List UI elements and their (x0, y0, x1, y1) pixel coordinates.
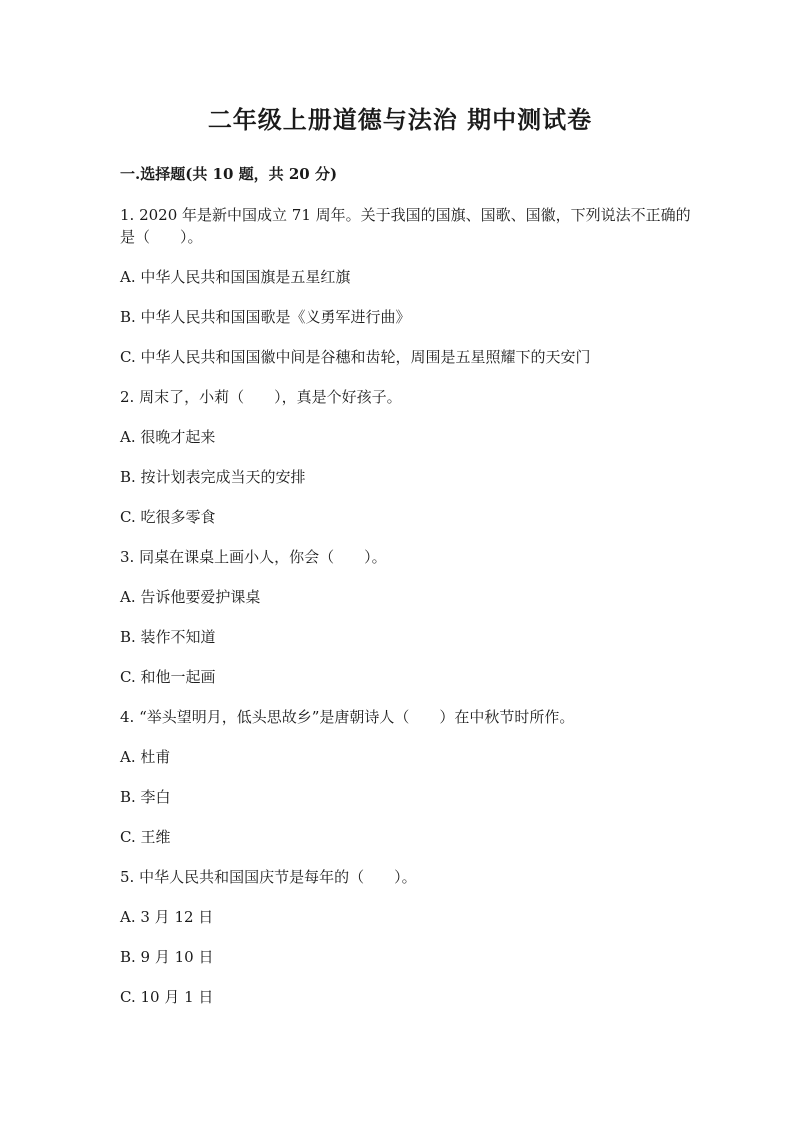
question-stem: 3. 同桌在课桌上画小人，你会（ ）。 (120, 548, 387, 566)
option-b: B. 9 月 10 日 (120, 948, 214, 966)
question-stem: 4. “举头望明月，低头思故乡”是唐朝诗人（ ）在中秋节时所作。 (120, 708, 575, 726)
option-c: C. 10 月 1 日 (120, 988, 214, 1006)
option-c: C. 吃很多零食 (120, 508, 216, 526)
option-b: B. 李白 (120, 788, 171, 806)
option-b: B. 中华人民共和国国歌是《义勇军进行曲》 (120, 308, 411, 326)
question-4 (120, 706, 700, 848)
option-a: A. 告诉他要爱护课桌 (120, 588, 261, 606)
question-3 (120, 546, 700, 688)
section-heading: 一.选择题(共 10 题，共 20 分) (120, 165, 338, 183)
option-b: B. 按计划表完成当天的安排 (120, 468, 306, 486)
option-a: A. 3 月 12 日 (120, 908, 214, 926)
option-b: B. 装作不知道 (120, 628, 216, 646)
question-5 (120, 866, 700, 1008)
option-a: A. 中华人民共和国国旗是五星红旗 (120, 268, 351, 286)
page-title: 二年级上册道德与法治 期中测试卷 (207, 105, 593, 134)
option-c: C. 和他一起画 (120, 668, 216, 686)
question-stem: 1. 2020 年是新中国成立 71 周年。关于我国的国旗、国歌、国徽，下列说法不正确的是（ ）。 (120, 206, 691, 246)
option-a: A. 杜甫 (120, 748, 171, 766)
option-c: C. 王维 (120, 828, 171, 846)
option-c: C. 中华人民共和国国徽中间是谷穗和齿轮，周围是五星照耀下的天安门 (120, 348, 591, 366)
question-stem: 2. 周末了，小莉（ ），真是个好孩子。 (120, 388, 402, 406)
question-2 (120, 386, 700, 528)
question-1 (120, 204, 700, 368)
option-a: A. 很晚才起来 (120, 428, 216, 446)
question-stem: 5. 中华人民共和国国庆节是每年的（ ）。 (120, 868, 417, 886)
